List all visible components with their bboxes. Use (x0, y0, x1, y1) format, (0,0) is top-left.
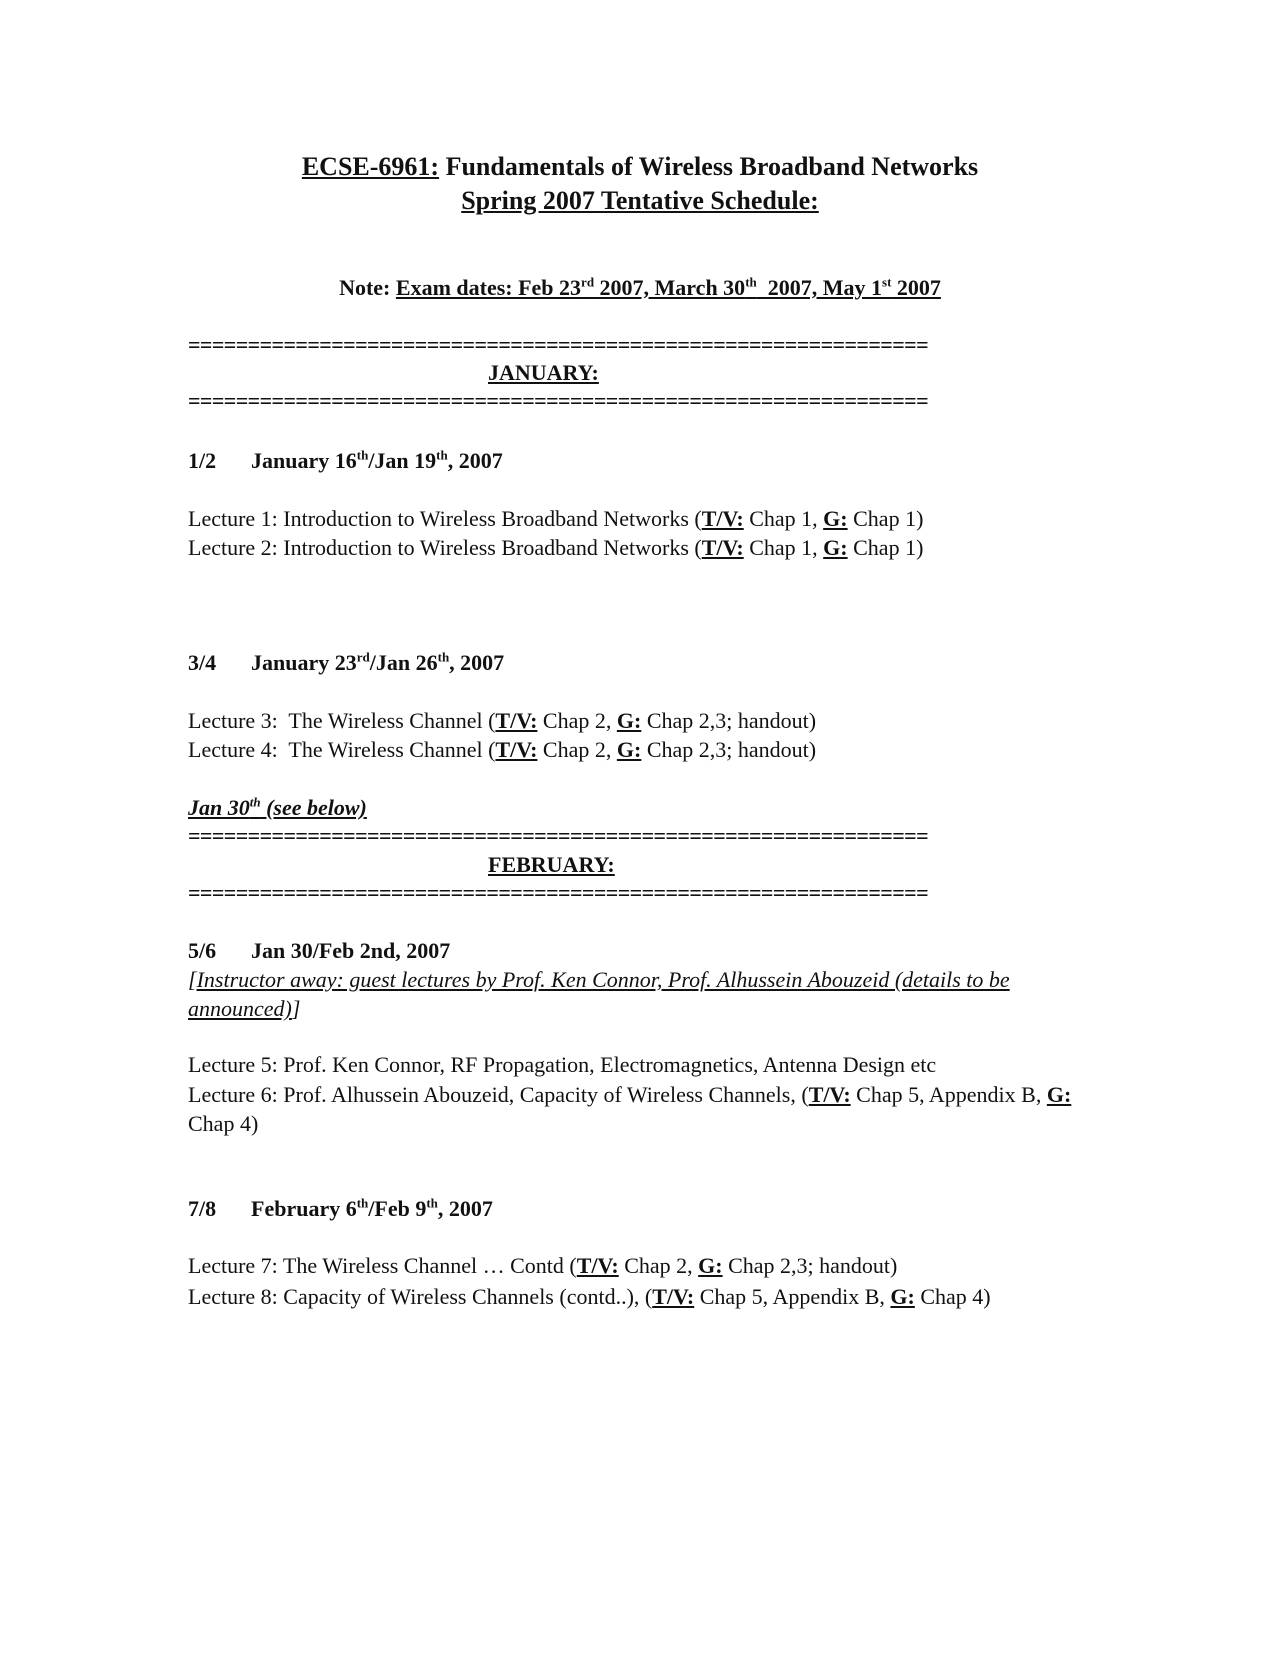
lecture-line: Lecture 2: Introduction to Wireless Broadband Networks (T/V: Chap 1, G: Chap 1) (188, 535, 924, 560)
divider-rule: ============================================================== (188, 823, 929, 848)
month-heading-february: FEBRUARY: (488, 852, 615, 877)
exam-dates: Exam dates: Feb 23rd 2007, March 30th 2007, May 1st 2007 (395, 274, 941, 300)
course-title (0, 150, 1280, 184)
lecture-line: Lecture 5: Prof. Ken Connor, RF Propagation, Electromagnetics, Antenna Design etc (188, 1052, 937, 1077)
guest-lecture-note: [Instructor away: guest lectures by Prof. Ken Connor, Prof. Alhussein Abouzeid (details to be announced)] (188, 967, 1010, 1021)
week-heading: 1/2 January 16th/Jan 19th, 2007 (188, 447, 503, 473)
divider-rule: ============================================================== (188, 880, 929, 905)
lecture-line: Lecture 1: Introduction to Wireless Broadband Networks (T/V: Chap 1, G: Chap 1) (188, 506, 924, 531)
course-code: ECSE-6961: (301, 152, 440, 181)
week-heading: 7/8 February 6th/Feb 9th, 2007 (188, 1195, 493, 1221)
lecture-line: Lecture 3: The Wireless Channel (T/V: Chap 2, G: Chap 2,3; handout) (188, 708, 817, 733)
week-heading: 3/4 January 23rd/Jan 26th, 2007 (188, 649, 505, 675)
schedule-subtitle: Spring 2007 Tentative Schedule: (461, 186, 819, 215)
divider-rule: ============================================================== (188, 332, 929, 357)
course-name: Fundamentals of Wireless Broadband Networks (439, 152, 979, 181)
lecture-line: Lecture 6: Prof. Alhussein Abouzeid, Capacity of Wireless Channels, (T/V: Chap 5, Appendix B, G: Chap 4) (188, 1082, 1072, 1136)
lecture-line: Lecture 4: The Wireless Channel (T/V: Chap 2, G: Chap 2,3; handout) (188, 737, 817, 762)
month-heading-january: JANUARY: (488, 360, 599, 385)
exam-note: Note: Exam dates: Feb 23rd 2007, March 30th 2007, May 1st 2007 (339, 274, 941, 300)
lecture-line: Lecture 8: Capacity of Wireless Channels (contd..), (T/V: Chap 5, Appendix B, G: Chap 4) (188, 1284, 991, 1309)
divider-rule: ============================================================== (188, 388, 929, 413)
week-heading: 5/6 Jan 30/Feb 2nd, 2007 (188, 938, 451, 963)
jan30-note: Jan 30th (see below) (188, 794, 367, 820)
lecture-line: Lecture 7: The Wireless Channel … Contd (T/V: Chap 2, G: Chap 2,3; handout) (188, 1253, 898, 1278)
